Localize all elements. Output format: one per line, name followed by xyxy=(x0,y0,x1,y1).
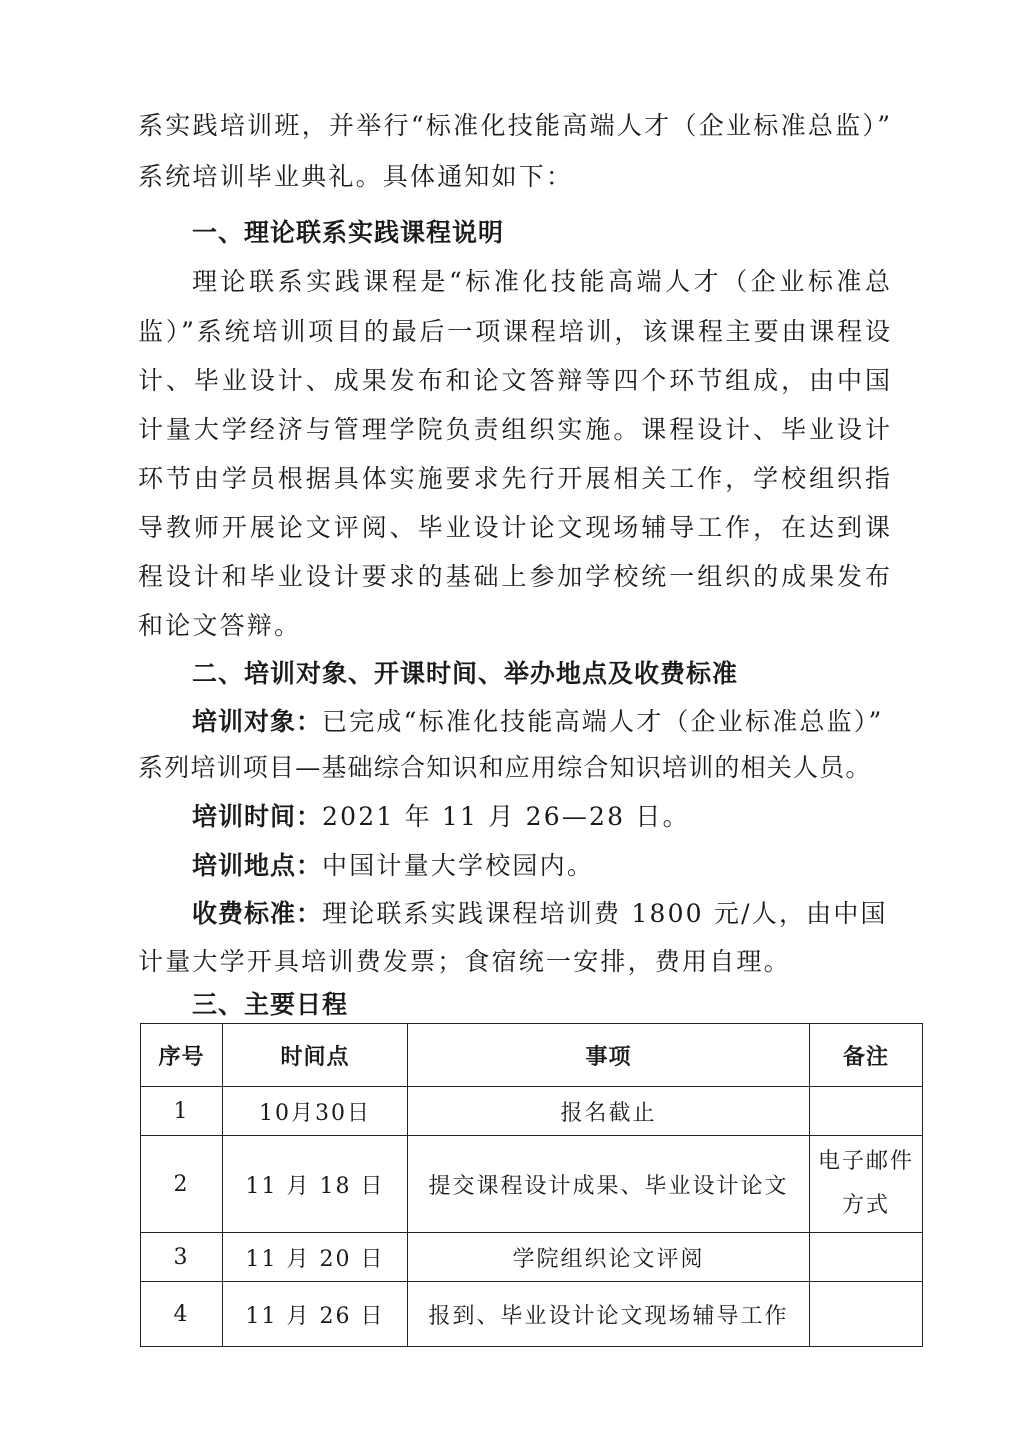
time-text: 2021 年 11 月 26—28 日。 xyxy=(322,802,690,831)
place-text: 中国计量大学校园内。 xyxy=(322,851,595,880)
header-item: 事项 xyxy=(408,1024,810,1087)
schedule-table xyxy=(140,1023,923,1347)
cell-item: 报到、毕业设计论文现场辅导工作 xyxy=(408,1282,810,1347)
section-1-line: 计、毕业设计、成果发布和论文答辩等四个环节组成，由中国 xyxy=(138,366,890,395)
place-line xyxy=(192,848,952,884)
fee-text: 理论联系实践课程培训费 1800 元/人，由中国 xyxy=(322,899,888,928)
cell-item: 学院组织论文评阅 xyxy=(408,1233,810,1282)
section-1-line: 程设计和毕业设计要求的基础上参加学校统一组织的成果发布 xyxy=(138,562,890,591)
cell-date: 11 月 20 日 xyxy=(223,1233,408,1282)
cell-note xyxy=(810,1282,923,1347)
section-1-line: 监）”系统培训项目的最后一项课程培训，该课程主要由课程设 xyxy=(138,317,890,346)
cell-no: 3 xyxy=(141,1233,223,1282)
place-label: 培训地点： xyxy=(192,851,323,880)
fee-line-2: 计量大学开具培训费发票；食宿统一安排，费用自理。 xyxy=(138,947,791,976)
section-1-line: 计量大学经济与管理学院负责组织实施。课程设计、毕业设计 xyxy=(138,415,890,444)
section-2-heading: 二、培训对象、开课时间、举办地点及收费标准 xyxy=(192,659,739,688)
cell-note xyxy=(810,1087,923,1136)
cell-no: 4 xyxy=(141,1282,223,1347)
header-time: 时间点 xyxy=(223,1024,408,1087)
table-row xyxy=(141,1282,923,1347)
time-line xyxy=(192,799,952,835)
section-1-line: 环节由学员根据具体实施要求先行开展相关工作，学校组织指 xyxy=(138,464,890,493)
cell-item: 提交课程设计成果、毕业设计论文 xyxy=(408,1136,810,1233)
note-line-1: 电子邮件 xyxy=(817,1149,914,1174)
section-3-heading: 三、主要日程 xyxy=(192,990,349,1019)
note-line-2: 方式 xyxy=(841,1193,890,1218)
section-1-heading: 一、理论联系实践课程说明 xyxy=(192,218,505,247)
header-note: 备注 xyxy=(810,1024,923,1087)
fee-label: 收费标准： xyxy=(192,899,323,928)
intro-line-2: 系统培训毕业典礼。具体通知如下： xyxy=(138,162,574,191)
section-1-line: 导教师开展论文评阅、毕业设计论文现场辅导工作，在达到课 xyxy=(138,513,890,542)
intro-line-1: 系实践培训班，并举行“标准化技能高端人才（企业标准总监）” xyxy=(138,111,890,140)
table-row xyxy=(141,1136,923,1233)
section-1-line: 和论文答辩。 xyxy=(138,611,302,640)
cell-date: 11 月 26 日 xyxy=(223,1282,408,1347)
cell-note xyxy=(810,1136,923,1233)
target-line-2: 系列培训项目—基础综合知识和应用综合知识培训的相关人员。 xyxy=(138,753,872,782)
table-header-row xyxy=(141,1024,923,1087)
fee-line xyxy=(192,896,952,932)
header-no: 序号 xyxy=(141,1024,223,1087)
cell-no: 1 xyxy=(141,1087,223,1136)
cell-date: 11 月 18 日 xyxy=(223,1136,408,1233)
time-label: 培训时间： xyxy=(192,802,323,831)
section-1-line: 理论联系实践课程是“标准化技能高端人才（企业标准总 xyxy=(192,267,890,296)
cell-note xyxy=(810,1233,923,1282)
target-label: 培训对象： xyxy=(192,707,323,736)
table-row xyxy=(141,1233,923,1282)
cell-date: 10月30日 xyxy=(223,1087,408,1136)
cell-item: 报名截止 xyxy=(408,1087,810,1136)
table-row xyxy=(141,1087,923,1136)
cell-no: 2 xyxy=(141,1136,223,1233)
target-line xyxy=(192,704,952,740)
target-text: 已完成“标准化技能高端人才（企业标准总监）” xyxy=(322,707,884,736)
